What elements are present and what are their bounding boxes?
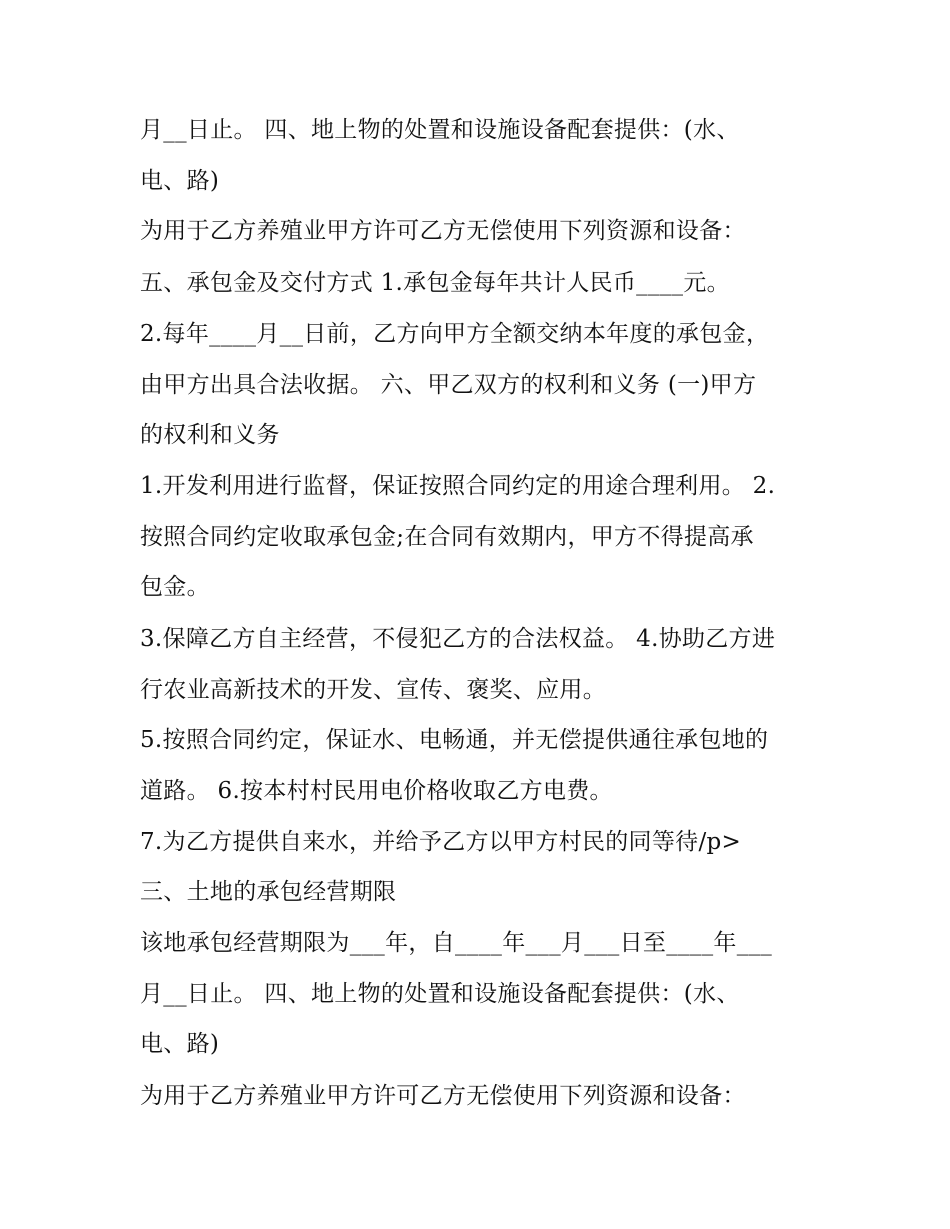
- text-line: 的权利和义务: [140, 422, 280, 448]
- text-line: 电、路): [140, 168, 220, 194]
- text-line: 1.开发利用进行监督，保证按照合同约定的用途合理利用。 2.: [140, 473, 776, 499]
- text-line: 行农业高新技术的开发、宣传、褒奖、应用。: [140, 677, 606, 703]
- text-line: 2.每年____月__日前，乙方向甲方全额交纳本年度的承包金，: [140, 321, 770, 347]
- text-line: 电、路): [140, 1031, 220, 1057]
- text-line: 为用于乙方养殖业甲方许可乙方无偿使用下列资源和设备：: [140, 1083, 746, 1109]
- text-line: 道路。 6.按本村村民用电价格收取乙方电费。: [140, 778, 613, 804]
- text-line: 月__日止。 四、地上物的处置和设施设备配套提供：(水、: [140, 117, 740, 143]
- text-line: 5.按照合同约定，保证水、电畅通，并无偿提供通往承包地的: [140, 727, 769, 753]
- text-line: 月__日止。 四、地上物的处置和设施设备配套提供：(水、: [140, 981, 740, 1007]
- text-line: 包金。: [140, 574, 210, 600]
- text-line: 7.为乙方提供自来水，并给予乙方以甲方村民的同等待/p>: [140, 829, 742, 855]
- text-line: 该地承包经营期限为___年，自____年___月___日至____年___: [140, 930, 773, 956]
- text-line: 按照合同约定收取承包金;在合同有效期内，甲方不得提高承: [140, 524, 754, 550]
- text-line: 五、承包金及交付方式 1.承包金每年共计人民币____元。: [140, 270, 730, 296]
- text-line: 为用于乙方养殖业甲方许可乙方无偿使用下列资源和设备：: [140, 218, 746, 244]
- text-line: 3.保障乙方自主经营，不侵犯乙方的合法权益。 4.协助乙方进: [140, 626, 776, 652]
- text-line: 由甲方出具合法收据。 六、甲乙双方的权利和义务 (一)甲方: [140, 372, 757, 398]
- text-line: 三、土地的承包经营期限: [140, 879, 397, 905]
